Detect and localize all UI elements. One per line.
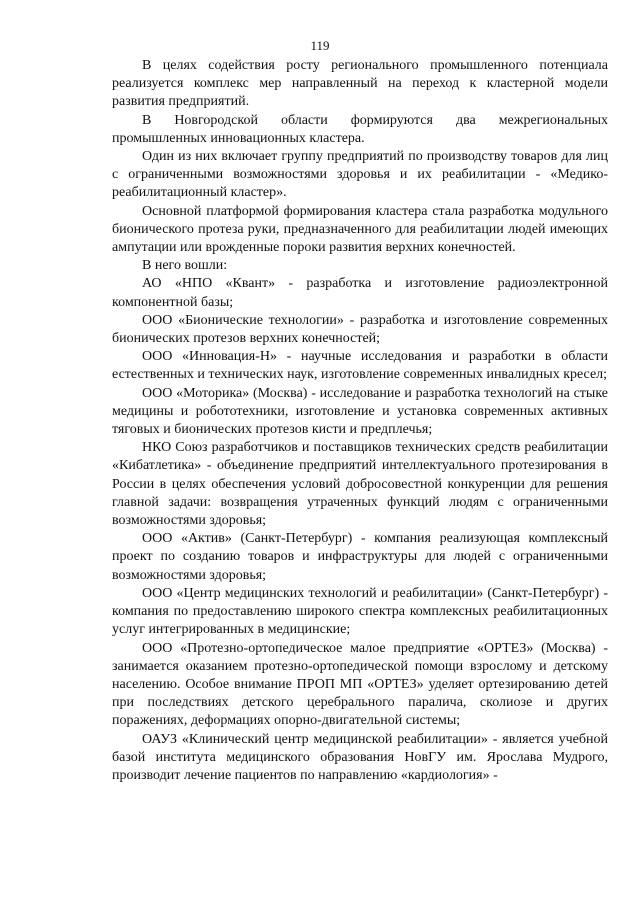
paragraph-clusters: В Новгородской области формируются два межрегиональных промышленных инновационных кластера. — [112, 112, 608, 146]
paragraph-medical-cluster: Один из них включает группу предприятий по производству товаров для лиц с ограниченными возможностями здоровья и их реабилитации - «Медико-реабилитационный кластер». — [112, 149, 608, 201]
paragraph-member-bionic-tech: ООО «Бионические технологии» - разработка и изготовление современных бионических протезов верхних конечностей; — [112, 312, 608, 347]
paragraph-member-rehab-center: ООО «Центр медицинских технологий и реабилитации» (Санкт-Петербург) - компания по предоставлению широкого спектра комплексных реабилитационных услуг интегрированных в медицинские; — [112, 585, 608, 638]
paragraph-member-kibatletika: НКО Союз разработчиков и поставщиков технических средств реабилитации «Кибатлетика» - объединение предприятий интеллектуального протезирования в России в целях обеспечения условий добросовестной конкуренции для решения главной задачи: возвращения утраченных функций людям с ограниченными возможностями здоровья; — [112, 440, 608, 529]
page-number: 119 — [310, 38, 330, 53]
paragraph-member-motorika: ООО «Моторика» (Москва) - исследование и разработка технологий на стыке медицины и робототехники, изготовление и установка современных активных тяговых и бионических протезов кисти и предплечья; — [112, 385, 608, 438]
paragraph-member-kvant: АО «НПО «Квант» - разработка и изготовление радиоэлектронной компонентной базы; — [112, 276, 608, 310]
paragraph-member-aktiv: ООО «Актив» (Санкт-Петербург) - компания реализующая комплексный проект по созданию товаров и инфраструктуры для людей с ограниченными возможностями здоровья; — [112, 531, 608, 583]
paragraph-members-heading: В него вошли: — [142, 258, 228, 274]
paragraph-member-ortez: ООО «Протезно-ортопедическое малое предприятие «ОРТЕЗ» (Москва) - занимается оказанием протезно-ортопедической помощи взрослому и детскому населению. Особое внимание ПРОП МП «ОРТЕЗ» уделяет ортезированию детей при последствиях детского церебрального паралича, сколиозе и других поражениях, деформациях опорно-двигательной системы; — [112, 640, 608, 729]
body-text — [112, 57, 608, 785]
paragraph-platform: Основной платформой формирования кластера стала разработка модульного бионического протеза руки, предназначенного для реабилитации людей имеющих ампутации или врожденные пороки развития верхних конечностей. — [112, 203, 608, 256]
paragraph-member-clinical-center: ОАУЗ «Клинический центр медицинской реабилитации» - является учебной базой института медицинского образования НовГУ им. Ярослава Мудрого, производит лечение пациентов по направлению «кардиология» - — [112, 731, 608, 783]
paragraph-intro: В целях содействия росту регионального промышленного потенциала реализуется комплекс мер направленный на переход к кластерной модели развития предприятий. — [112, 58, 608, 110]
paragraph-member-innovation-n: ООО «Инновация-Н» - научные исследования и разработки в области естественных и технических наук, изготовление современных инвалидных кресел; — [112, 349, 608, 383]
